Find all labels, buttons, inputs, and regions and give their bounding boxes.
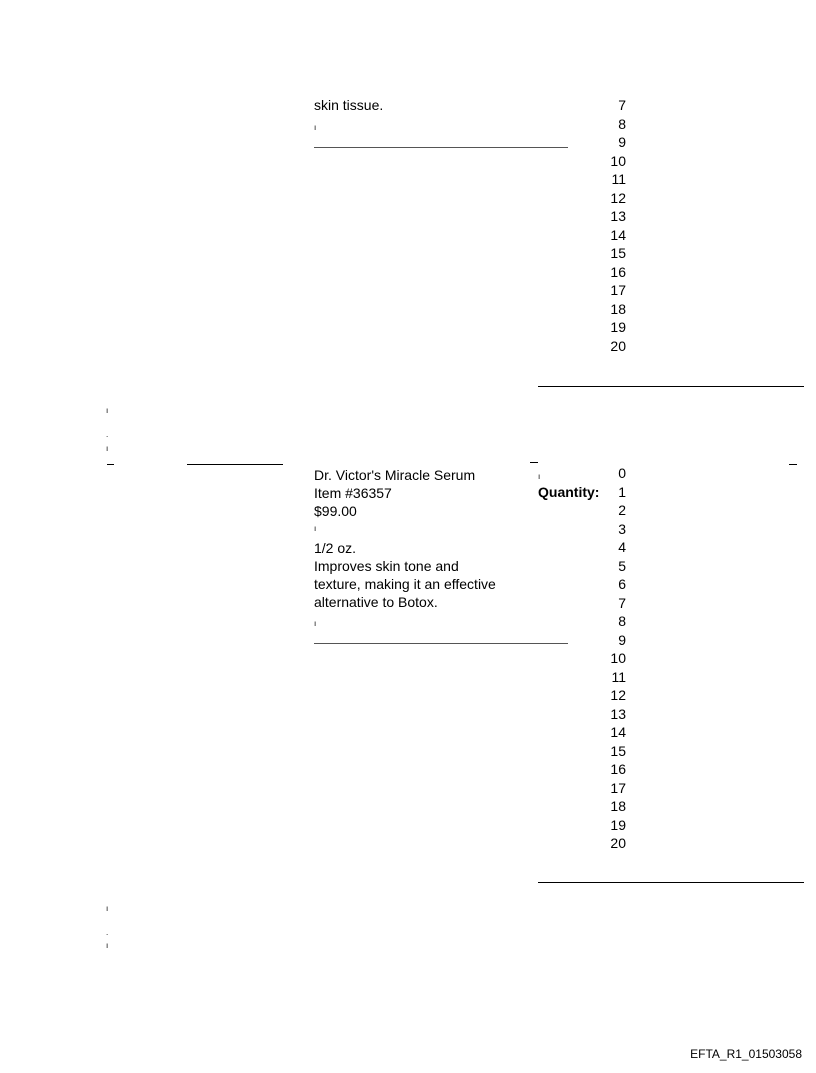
quantity-option[interactable]: 16 bbox=[610, 761, 626, 777]
quantity-option[interactable]: 5 bbox=[618, 557, 626, 574]
quantity-option[interactable]: 0 bbox=[618, 465, 626, 481]
quantity-option[interactable]: 15 bbox=[610, 245, 626, 261]
quantity-option[interactable]: 7 bbox=[618, 594, 626, 611]
quantity-option[interactable]: 17 bbox=[610, 779, 626, 796]
product-size: 1/2 oz. bbox=[314, 540, 357, 556]
tick-mark: ı bbox=[314, 524, 317, 533]
quantity-option[interactable]: 13 bbox=[610, 208, 626, 224]
quantity-option[interactable]: 2 bbox=[618, 502, 626, 518]
quantity-option[interactable]: 1 bbox=[618, 483, 626, 500]
separator-line bbox=[187, 464, 283, 465]
tick-mark: ı bbox=[538, 472, 541, 481]
quantity-option[interactable]: 10 bbox=[610, 152, 626, 169]
quantity-option[interactable]: 18 bbox=[610, 300, 626, 317]
quantity-option[interactable]: 17 bbox=[610, 282, 626, 298]
item-a-description-tail: skin tissue. bbox=[314, 97, 384, 113]
quantity-option[interactable]: 19 bbox=[610, 816, 626, 833]
quantity-option[interactable]: 15 bbox=[610, 742, 626, 759]
item-a-quantity-underline bbox=[538, 386, 804, 387]
tick-mark: . bbox=[106, 430, 109, 439]
separator-mark bbox=[107, 464, 114, 465]
item-a-divider bbox=[314, 147, 568, 148]
quantity-option[interactable]: 3 bbox=[618, 520, 626, 537]
description-line-2: texture, making it an effective bbox=[314, 576, 496, 592]
item-a-quantity-list[interactable] bbox=[586, 96, 626, 355]
quantity-option[interactable]: 9 bbox=[618, 134, 626, 150]
item-b-quantity-list[interactable] bbox=[586, 464, 626, 853]
quantity-option[interactable]: 8 bbox=[618, 613, 626, 629]
tick-mark: ı bbox=[106, 904, 109, 913]
quantity-option[interactable]: 9 bbox=[618, 631, 626, 648]
quantity-option[interactable]: 4 bbox=[618, 539, 626, 555]
quantity-option[interactable]: 8 bbox=[618, 115, 626, 132]
quantity-option[interactable]: 11 bbox=[611, 171, 626, 187]
quantity-option[interactable]: 6 bbox=[618, 576, 626, 592]
quantity-option[interactable]: 16 bbox=[610, 263, 626, 280]
quantity-option[interactable]: 18 bbox=[610, 798, 626, 814]
description-line-1: Improves skin tone and bbox=[314, 558, 459, 574]
tick-mark: ı bbox=[106, 406, 109, 415]
separator-mark bbox=[530, 462, 538, 463]
quantity-option[interactable]: 14 bbox=[610, 724, 626, 740]
quantity-option[interactable]: 11 bbox=[611, 668, 626, 685]
quantity-option[interactable]: 10 bbox=[610, 650, 626, 666]
quantity-option[interactable]: 20 bbox=[610, 337, 626, 354]
tick-mark: ı bbox=[314, 619, 317, 628]
description-line-3: alternative to Botox. bbox=[314, 594, 438, 610]
tick-mark: ı bbox=[106, 941, 109, 950]
tick-mark: ı bbox=[314, 123, 317, 132]
quantity-option[interactable]: 7 bbox=[618, 97, 626, 113]
price: $99.00 bbox=[314, 503, 357, 519]
quantity-option[interactable]: 12 bbox=[610, 189, 626, 206]
tick-mark: ı bbox=[106, 444, 109, 453]
product-name: Dr. Victor's Miracle Serum bbox=[314, 467, 476, 483]
quantity-option[interactable]: 20 bbox=[610, 835, 626, 851]
quantity-option[interactable]: 13 bbox=[610, 705, 626, 722]
tick-mark: . bbox=[106, 928, 109, 937]
quantity-option[interactable]: 14 bbox=[610, 226, 626, 243]
item-b-divider bbox=[314, 643, 568, 644]
quantity-option[interactable]: 19 bbox=[610, 319, 626, 335]
item-number: Item #36357 bbox=[314, 485, 392, 501]
document-id: EFTA_R1_01503058 bbox=[690, 1047, 802, 1061]
separator-mark bbox=[789, 464, 797, 465]
quantity-option[interactable]: 12 bbox=[610, 687, 626, 703]
quantity-label: Quantity: bbox=[538, 484, 600, 500]
item-b-quantity-underline bbox=[538, 882, 804, 883]
